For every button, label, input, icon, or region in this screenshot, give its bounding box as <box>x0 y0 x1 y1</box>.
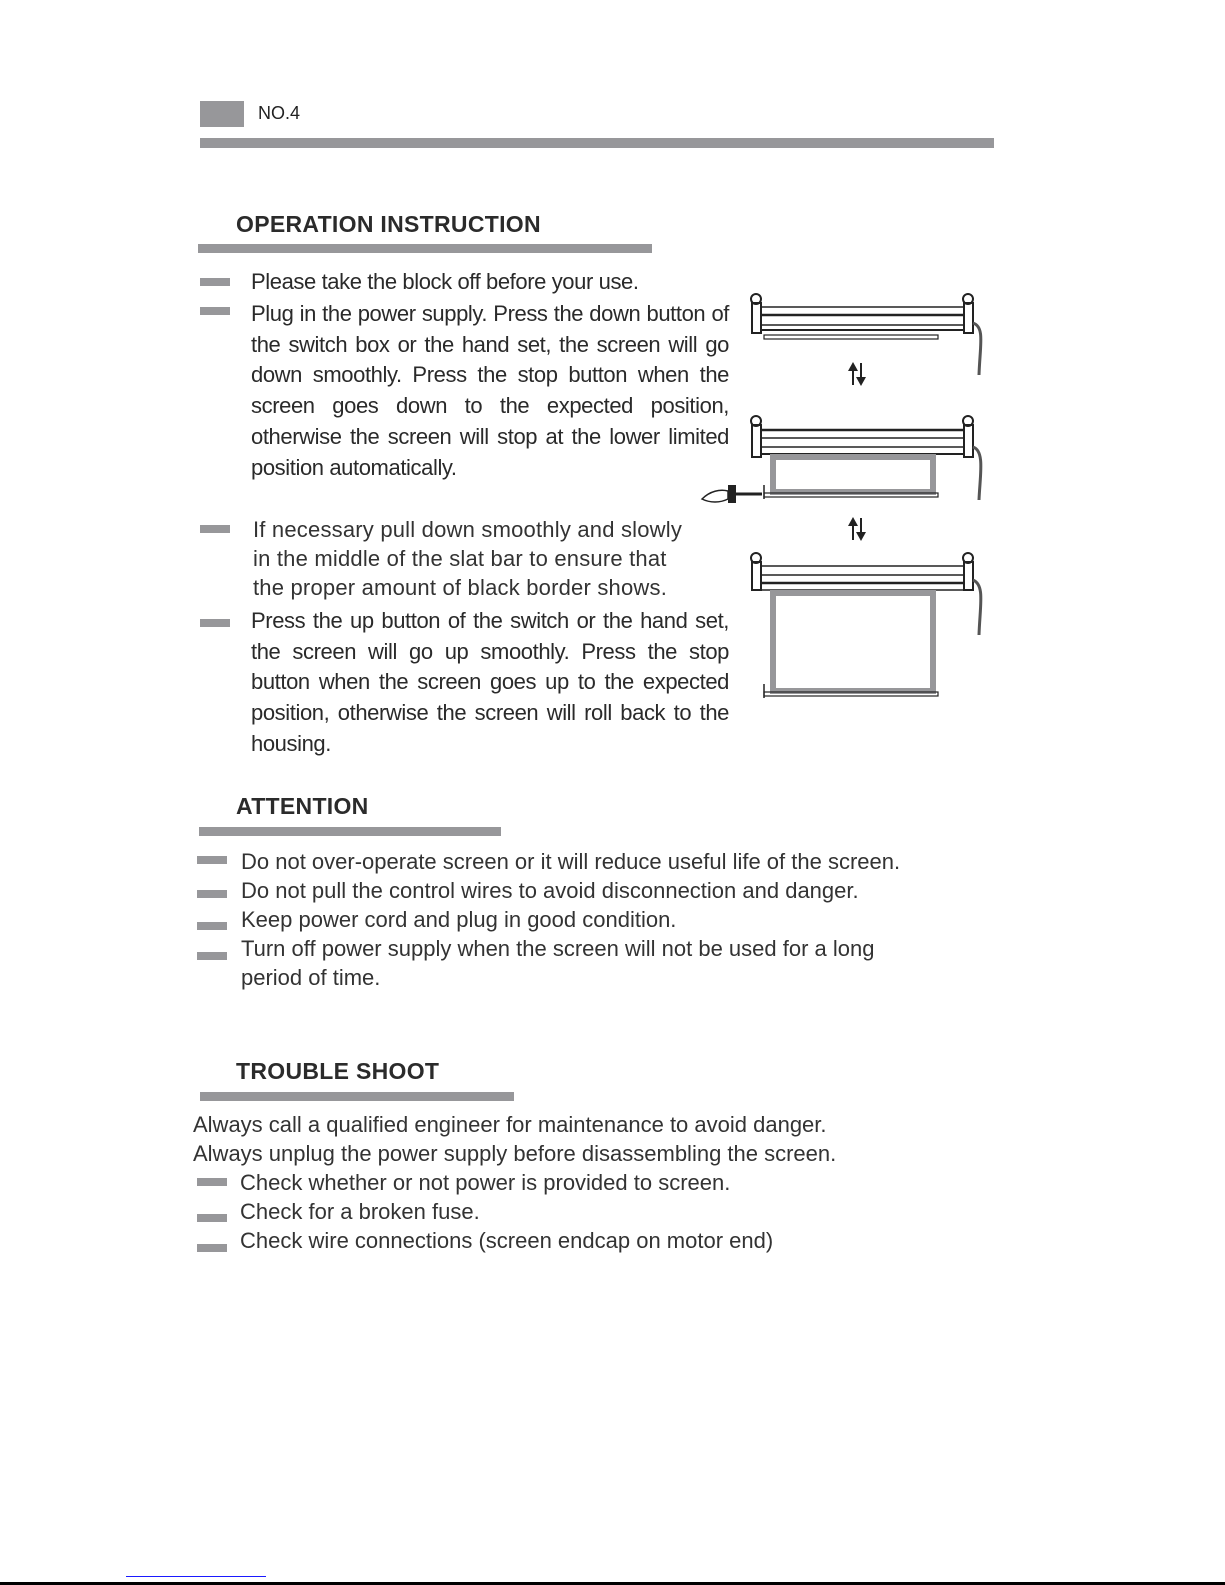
trouble-intro-2: Always unplug the power supply before disassembling the screen. <box>193 1141 837 1166</box>
operation-heading-rule <box>198 244 652 253</box>
trouble-item-1: Check whether or not power is provided to screen. <box>240 1170 731 1195</box>
screen-operation-diagram <box>680 285 1000 705</box>
attention-item-1: Do not over-operate screen or it will reduce useful life of the screen. <box>241 849 901 874</box>
footer-link-underline[interactable] <box>126 1576 266 1577</box>
bullet <box>197 890 227 898</box>
attention-item-4 <box>241 934 1021 992</box>
attention-item-4-line: Turn off power supply when the screen will not be used for a long <box>241 936 875 961</box>
attention-item-3: Keep power cord and plug in good condition. <box>241 907 677 932</box>
attention-item-4-line: period of time. <box>241 965 381 990</box>
bullet <box>200 278 230 286</box>
attention-heading-rule <box>199 827 501 836</box>
operation-heading: OPERATION INSTRUCTION <box>236 211 541 237</box>
trouble-item-2: Check for a broken fuse. <box>240 1199 480 1224</box>
bullet <box>200 307 230 315</box>
bullet <box>197 922 227 930</box>
page-number-tab <box>200 101 244 127</box>
operation-item-1: Please take the block off before your use. <box>251 269 639 294</box>
bullet <box>200 525 230 533</box>
trouble-item-3: Check wire connections (screen endcap on motor end) <box>240 1228 774 1253</box>
trouble-heading-rule <box>200 1092 514 1101</box>
attention-heading: ATTENTION <box>236 793 369 819</box>
bullet <box>197 952 227 960</box>
screen-partially-lowered-illustration <box>702 416 981 503</box>
operation-item-3-line: the proper amount of black border shows. <box>253 575 668 600</box>
operation-item-4: Press the up button of the switch or the hand set, the screen will go up smoothly. Press the stop button when the screen goes up to the expected position, otherwise the screen will roll back to the housing. <box>251 608 729 756</box>
bullet <box>197 856 227 864</box>
bullet <box>197 1178 227 1186</box>
trouble-heading: TROUBLE SHOOT <box>236 1058 440 1084</box>
bullet <box>200 619 230 627</box>
attention-item-2: Do not pull the control wires to avoid disconnection and danger. <box>241 878 859 903</box>
operation-item-3-line: If necessary pull down smoothly and slowly <box>253 517 683 542</box>
up-down-arrows-icon <box>848 362 866 386</box>
operation-item-3-line: in the middle of the slat bar to ensure that <box>253 546 667 571</box>
operation-item-3 <box>253 515 753 602</box>
trouble-intro-1: Always call a qualified engineer for maintenance to avoid danger. <box>193 1112 827 1137</box>
up-down-arrows-icon <box>848 517 866 541</box>
page-number: NO.4 <box>258 103 301 123</box>
header-rule <box>200 138 994 148</box>
screen-retracted-illustration <box>751 294 981 375</box>
screen-fully-lowered-illustration <box>751 553 981 698</box>
bullet <box>197 1244 227 1252</box>
operation-item-2: Plug in the power supply. Press the down button of the switch box or the hand set, the screen will go down smoothly. Press the stop button when the screen goes down to the expected position, otherwise the screen will stop at the lower limited position automatically. <box>251 301 729 480</box>
bullet <box>197 1214 227 1222</box>
